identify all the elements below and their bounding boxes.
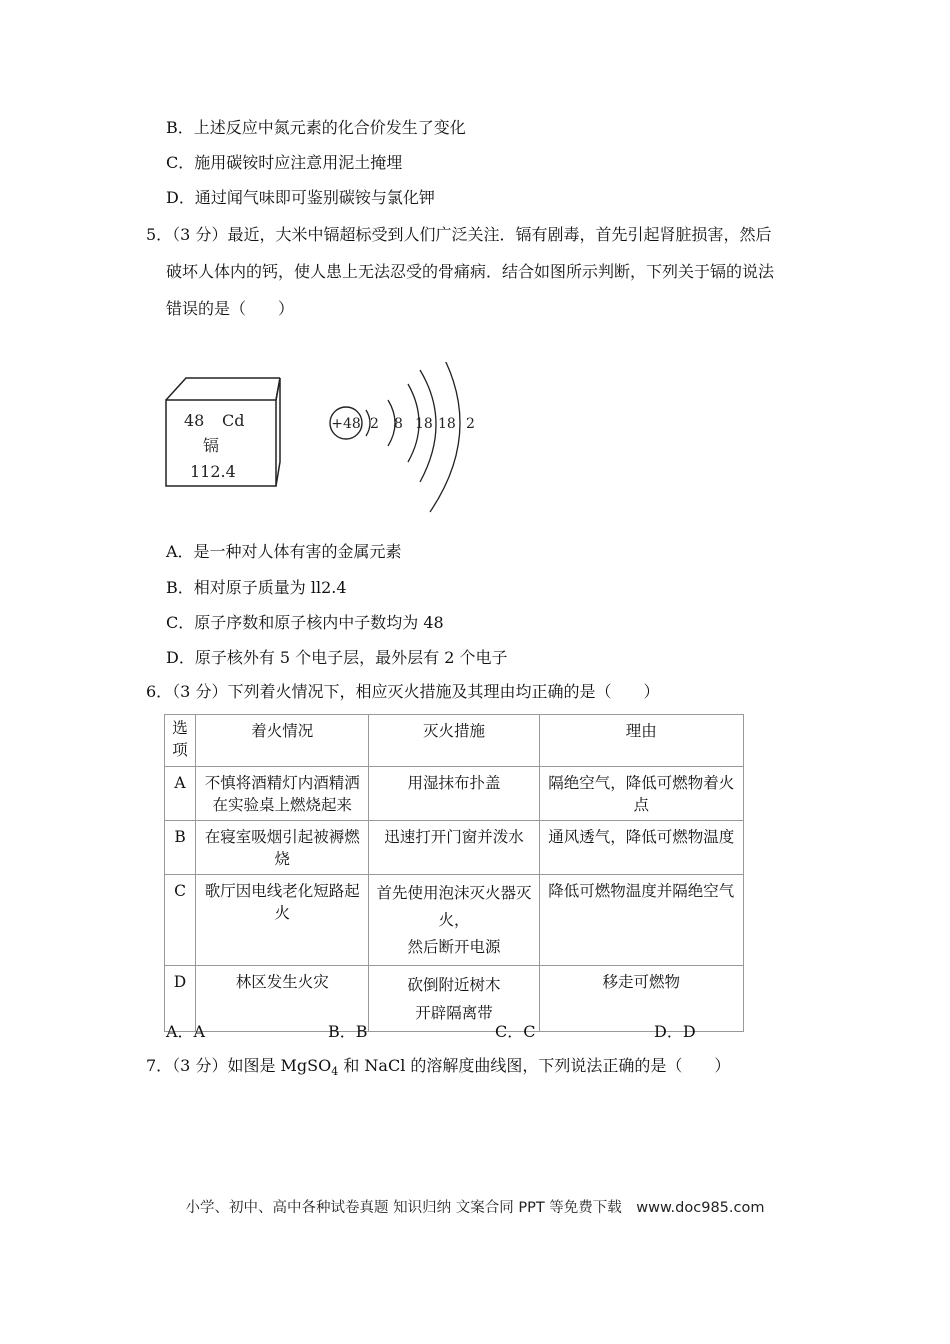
element-symbol: Cd xyxy=(222,411,245,430)
element-number: 48 xyxy=(184,411,205,430)
q6-answer-a: A．A xyxy=(166,1022,206,1041)
q5-stem-line-1: 5．（3 分）最近，大米中镉超标受到人们广泛关注．镉有剧毒，首先引起肾脏损害，然后 xyxy=(146,225,772,244)
row-situation: 不慎将酒精灯内酒精洒在实验桌上燃烧起来 xyxy=(196,767,369,821)
element-name: 镉 xyxy=(203,436,220,455)
row-reason: 隔绝空气，降低可燃物着火点 xyxy=(539,767,743,821)
electron-shell-arcs xyxy=(366,362,460,512)
row-label: B xyxy=(165,821,196,875)
table-row xyxy=(165,821,744,875)
q7-stem-pre: 7．（3 分）如图是 MgSO xyxy=(146,1056,332,1075)
q6-stem: 6．（3 分）下列着火情况下，相应灭火措施及其理由均正确的是（ ） xyxy=(146,682,660,701)
row-measure: 砍倒附近树木 开辟隔离带 xyxy=(369,966,539,1032)
row-reason: 通风透气，降低可燃物温度 xyxy=(539,821,743,875)
shell-3-electrons: 18 xyxy=(415,416,433,432)
q6-answer-c: C．C xyxy=(495,1022,536,1041)
table-header-row xyxy=(165,715,744,767)
q7-stem-post: 和 NaCl 的溶解度曲线图，下列说法正确的是（ ） xyxy=(338,1056,731,1075)
q6-answer-d: D．D xyxy=(654,1022,696,1041)
q5-option-d: D．原子核外有 5 个电子层，最外层有 2 个电子 xyxy=(166,648,508,667)
header-situation: 着火情况 xyxy=(196,715,369,767)
nucleus-charge: +48 xyxy=(331,416,361,432)
shell-4-electrons: 18 xyxy=(438,416,456,432)
row-label: A xyxy=(165,767,196,821)
q7-stem-sub: 4 xyxy=(331,1065,339,1079)
q4-option-b: B．上述反应中氮元素的化合价发生了变化 xyxy=(166,118,466,137)
fire-table xyxy=(164,714,744,1032)
table-row xyxy=(165,767,744,821)
row-measure: 用湿抹布扑盖 xyxy=(369,767,539,821)
row-label: D xyxy=(165,966,196,1032)
header-measure: 灭火措施 xyxy=(369,715,539,767)
element-mass: 112.4 xyxy=(190,462,236,481)
page-footer: 小学、初中、高中各种试卷真题 知识归纳 文案合同 PPT 等免费下载 www.doc985.com xyxy=(185,1200,765,1216)
q5-stem-line-3: 错误的是（ ） xyxy=(166,299,295,318)
row-reason: 降低可燃物温度并隔绝空气 xyxy=(539,875,743,966)
q5-option-a: A．是一种对人体有害的金属元素 xyxy=(166,542,402,561)
shell-1-electrons: 2 xyxy=(370,416,379,432)
q7-stem xyxy=(146,1055,730,1083)
row-reason: 移走可燃物 xyxy=(539,966,743,1032)
header-reason: 理由 xyxy=(539,715,743,767)
q5-option-c: C．原子序数和原子核内中子数均为 48 xyxy=(166,613,444,632)
row-situation: 歌厅因电线老化短路起火 xyxy=(196,875,369,966)
row-situation: 林区发生火灾 xyxy=(196,966,369,1032)
q4-option-c: C．施用碳铵时应注意用泥土掩埋 xyxy=(166,153,403,172)
header-option: 选项 xyxy=(165,715,196,767)
row-measure: 迅速打开门窗并泼水 xyxy=(369,821,539,875)
q5-stem-line-2: 破坏人体内的钙，使人患上无法忍受的骨痛病．结合如图所示判断，下列关于镉的说法 xyxy=(166,262,775,281)
q4-option-d: D．通过闻气味即可鉴别碳铵与氯化钾 xyxy=(166,188,435,207)
table-row xyxy=(165,875,744,966)
cadmium-figure xyxy=(160,362,490,522)
q6-answer-b: B．B xyxy=(328,1022,368,1041)
shell-2-electrons: 8 xyxy=(394,416,403,432)
shell-5-electrons: 2 xyxy=(466,416,475,432)
q5-option-b: B．相对原子质量为 ll2.4 xyxy=(166,578,347,597)
row-measure: 首先使用泡沫灭火器灭火， 然后断开电源 xyxy=(369,875,539,966)
row-situation: 在寝室吸烟引起被褥燃烧 xyxy=(196,821,369,875)
row-label: C xyxy=(165,875,196,966)
